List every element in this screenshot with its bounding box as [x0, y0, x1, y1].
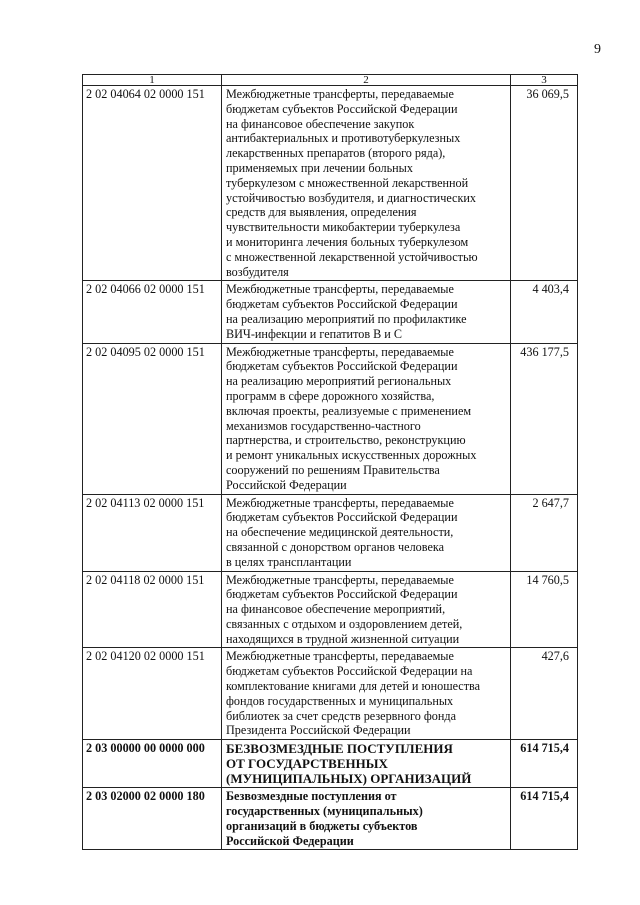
- description-cell: [222, 571, 511, 648]
- table-row: [83, 494, 578, 571]
- description-line: Межбюджетные трансферты, передаваемые: [226, 572, 454, 587]
- description-line: Межбюджетные трансферты, передаваемые: [226, 87, 454, 101]
- amount-cell: 427,6: [511, 648, 578, 740]
- description-cell: [222, 343, 511, 494]
- description-line: государственных (муниципальных): [226, 804, 423, 819]
- description-line: Межбюджетные трансферты, передаваемые: [226, 649, 454, 664]
- description-line: механизмов государственно-частного: [226, 418, 421, 433]
- description-line: лекарственных препаратов (второго ряда),: [226, 146, 446, 161]
- description-line: партнерства, и строительство, реконструкцию: [226, 433, 466, 448]
- description-line: средств для выявления, определения: [226, 205, 417, 220]
- table-row: [83, 281, 578, 343]
- description-line: ВИЧ-инфекции и гепатитов В и С: [226, 326, 403, 341]
- description-line: сооружений по решениям Правительства: [226, 462, 440, 477]
- description-line: чувствительности микобактерии туберкулеза: [226, 220, 461, 235]
- description-line: бюджетам субъектов Российской Федерации: [226, 297, 458, 312]
- description-line: в целях трансплантации: [226, 554, 352, 569]
- description-line: программ в сфере дорожного хозяйства,: [226, 388, 435, 403]
- budget-code-cell: 2 02 04118 02 0000 151: [83, 571, 222, 648]
- amount-cell: 4 403,4: [511, 281, 578, 343]
- column-header-description: 2: [222, 75, 511, 86]
- description-line: и ремонт уникальных искусственных дорожных: [226, 448, 477, 463]
- description-line: связанной с донорством органов человека: [226, 539, 444, 554]
- description-line: связанных с отдыхом и оздоровлением детей,: [226, 616, 463, 631]
- page-number: 9: [594, 42, 601, 57]
- description-line: на финансовое обеспечение закупок: [226, 116, 415, 131]
- description-line: Безвозмездные поступления от: [226, 789, 397, 804]
- table-row: [83, 740, 578, 788]
- description-line: на финансовое обеспечение мероприятий,: [226, 602, 446, 617]
- budget-code-cell: 2 02 04120 02 0000 151: [83, 648, 222, 740]
- description-line: ОТ ГОСУДАРСТВЕННЫХ: [226, 756, 388, 772]
- description-line: на обеспечение медицинской деятельности,: [226, 525, 454, 540]
- description-line: бюджетам субъектов Российской Федерации: [226, 101, 458, 116]
- description-line: бюджетам субъектов Российской Федерации: [226, 587, 458, 602]
- description-line: туберкулезом с множественной лекарственной: [226, 175, 469, 190]
- description-line: фондов государственных и муниципальных: [226, 693, 454, 708]
- description-line: комплектование книгами для детей и юношества: [226, 679, 481, 694]
- description-line: возбудителя: [226, 264, 289, 279]
- description-line: и мониторинга лечения больных туберкулезом: [226, 234, 469, 249]
- table-row: [83, 788, 578, 850]
- budget-table: [82, 74, 578, 850]
- description-line: Межбюджетные трансферты, передаваемые: [226, 344, 454, 359]
- table-row: [83, 648, 578, 740]
- description-cell: [222, 494, 511, 571]
- description-line: с множественной лекарственной устойчивостью: [226, 249, 478, 264]
- description-cell: [222, 281, 511, 343]
- budget-code-cell: 2 02 04064 02 0000 151: [83, 86, 222, 281]
- budget-code-cell: 2 02 04095 02 0000 151: [83, 343, 222, 494]
- column-header-amount: 3: [511, 75, 578, 86]
- description-line: антибактериальных и противотуберкулезных: [226, 131, 461, 146]
- description-cell: [222, 648, 511, 740]
- description-line: Российской Федерации: [226, 477, 347, 492]
- description-line: Российской Федерации: [226, 833, 354, 848]
- description-line: находящихся в трудной жизненной ситуации: [226, 631, 460, 646]
- description-line: БЕЗВОЗМЕЗДНЫЕ ПОСТУПЛЕНИЯ: [226, 741, 453, 757]
- amount-cell: 2 647,7: [511, 494, 578, 571]
- description-line: бюджетам субъектов Российской Федерации на: [226, 664, 473, 679]
- description-line: Президента Российской Федерации: [226, 723, 411, 738]
- description-line: организаций в бюджеты субъектов: [226, 818, 418, 833]
- budget-code-cell: 2 02 04113 02 0000 151: [83, 494, 222, 571]
- column-header-code: 1: [83, 75, 222, 86]
- amount-cell: 614 715,4: [511, 740, 578, 788]
- description-line: на реализацию мероприятий по профилактике: [226, 311, 467, 326]
- description-cell: [222, 740, 511, 788]
- amount-cell: 614 715,4: [511, 788, 578, 850]
- description-line: включая проекты, реализуемые с применением: [226, 403, 472, 418]
- description-cell: [222, 788, 511, 850]
- budget-code-cell: 2 03 02000 02 0000 180: [83, 788, 222, 850]
- description-cell: [222, 86, 511, 281]
- description-line: на реализацию мероприятий региональных: [226, 374, 452, 389]
- amount-cell: 436 177,5: [511, 343, 578, 494]
- table-body: [83, 86, 578, 850]
- budget-code-cell: 2 03 00000 00 0000 000: [83, 740, 222, 788]
- table-row: [83, 343, 578, 494]
- description-line: бюджетам субъектов Российской Федерации: [226, 510, 458, 525]
- description-line: устойчивостью возбудителя, и диагностических: [226, 190, 476, 205]
- description-line: Межбюджетные трансферты, передаваемые: [226, 495, 454, 510]
- amount-cell: 36 069,5: [511, 86, 578, 281]
- description-line: Межбюджетные трансферты, передаваемые: [226, 282, 454, 297]
- description-line: (МУНИЦИПАЛЬНЫХ) ОРГАНИЗАЦИЙ: [226, 771, 472, 787]
- description-line: библиотек за счет средств резервного фонда: [226, 708, 456, 723]
- description-line: применяемых при лечении больных: [226, 160, 413, 175]
- table-header-row: [83, 75, 578, 86]
- table-row: [83, 571, 578, 648]
- description-line: бюджетам субъектов Российской Федерации: [226, 359, 458, 374]
- table-row: [83, 86, 578, 281]
- amount-cell: 14 760,5: [511, 571, 578, 648]
- budget-code-cell: 2 02 04066 02 0000 151: [83, 281, 222, 343]
